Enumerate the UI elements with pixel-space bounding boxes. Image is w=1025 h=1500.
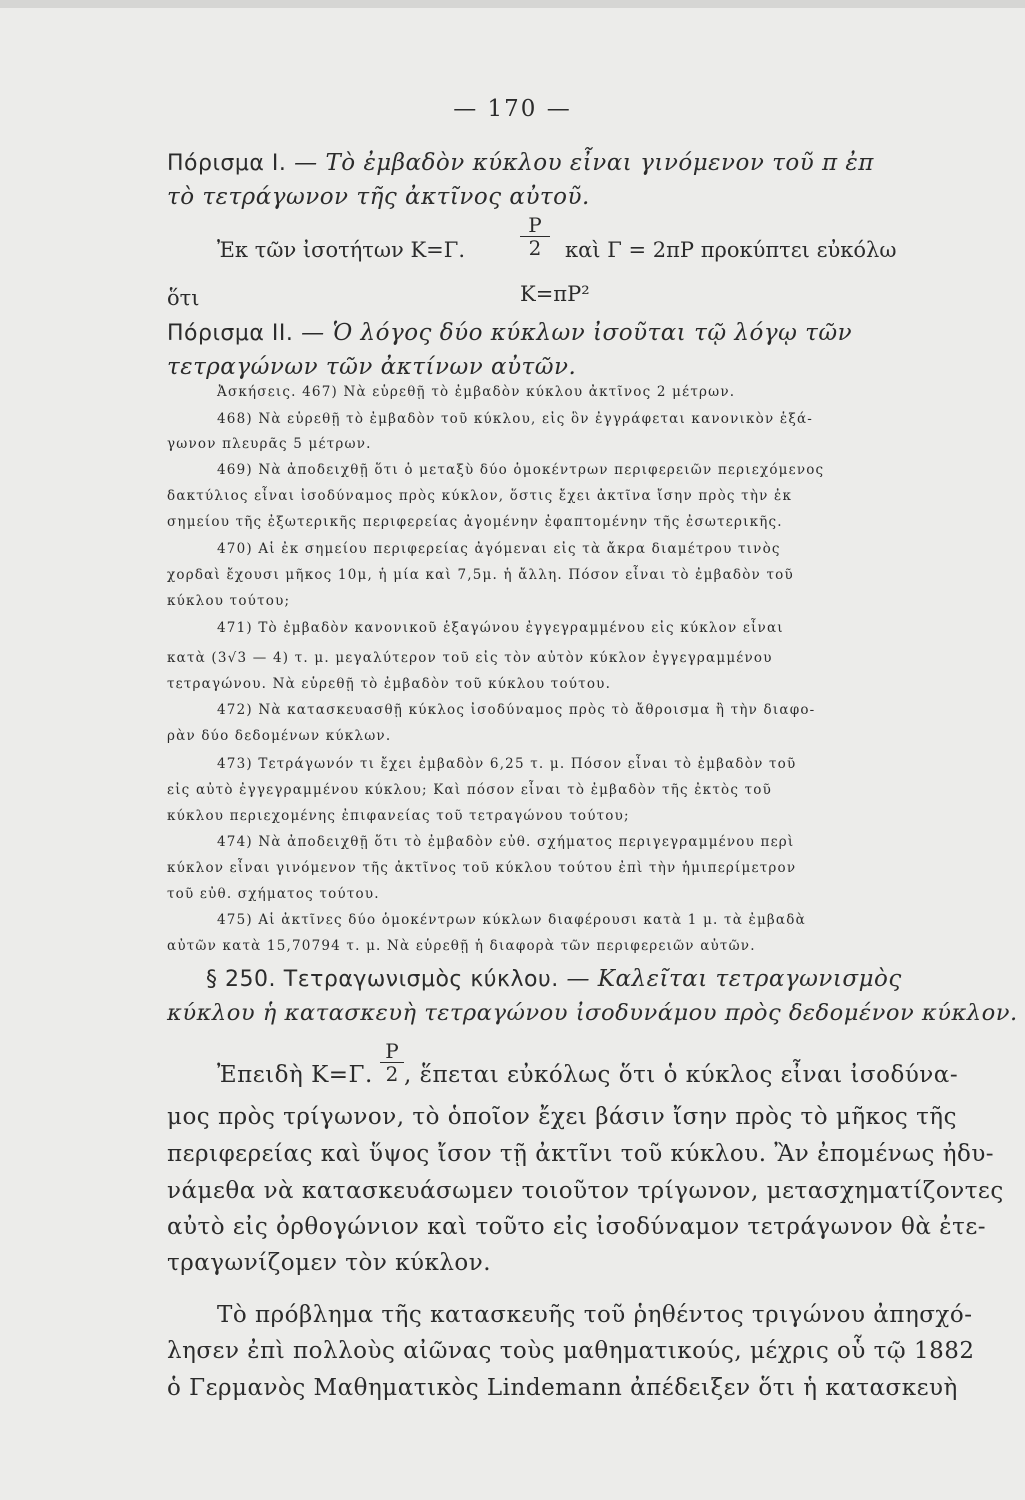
porisma-2-text-1: — Ὁ λόγος δύο κύκλων ἰσοῦται τῷ λόγῳ τῶν	[301, 320, 853, 346]
exercise-line: κύκλον εἶναι γινόμενον τῆς ἀκτῖνος τοῦ κύκλου τούτου ἐπὶ τὴν ἡμιπερίμετρον	[167, 860, 797, 876]
body-line: λησεν ἐπὶ πολλοὺς αἰῶνας τοὺς μαθηματικούς, μέχρις οὗ τῷ 1882	[167, 1338, 975, 1364]
porisma-2-text-2: τετραγώνων τῶν ἀκτίνων αὐτῶν.	[167, 354, 577, 380]
exercise-line: 474) Νὰ ἀποδειχθῇ ὅτι τὸ ἐμβαδὸν εὐθ. σχήματος περιγεγραμμένου περὶ	[217, 834, 795, 850]
porisma-2-label: Πόρισμα II.	[167, 321, 294, 346]
porisma-1-text-2: τὸ τετράγωνον τῆς ἀκτῖνος αὐτοῦ.	[167, 184, 590, 210]
section-title: Τετραγωνισμὸς κύκλου.	[283, 967, 559, 992]
body-line: νάμεθα νὰ κατασκευάσωμεν τοιοῦτον τρίγωνον, μετασχηματίζοντες	[167, 1178, 1004, 1204]
porisma-2-line-1	[167, 320, 852, 346]
fraction-numerator: Ρ	[528, 213, 542, 237]
fraction-denominator: 2	[380, 1062, 404, 1085]
formula-1-fraction	[520, 214, 550, 259]
section-number: § 250.	[206, 967, 276, 992]
exercise-line: σημείου τῆς ἐξωτερικῆς περιφερείας ἀγομένην ἐφαπτομένην τῆς ἐσωτερικῆς.	[167, 514, 783, 530]
exercise-line: κύκλου περιεχομένης ἐπιφανείας τοῦ τετραγώνου τούτου;	[167, 808, 630, 824]
body-line: Τὸ πρόβλημα τῆς κατασκευῆς τοῦ ῥηθέντος τριγώνου ἀπησχό-	[217, 1302, 973, 1328]
exercise-line: 471) Τὸ ἐμβαδὸν κανονικοῦ ἑξαγώνου ἐγγεγραμμένου εἰς κύκλον εἶναι	[217, 620, 784, 636]
exercise-line: εἰς αὐτὸ ἐγγεγραμμένου κύκλου; Καὶ πόσον εἶναι τὸ ἐμβαδὸν τῆς ἐκτὸς τοῦ	[167, 782, 772, 798]
exercise-line: Ἀσκήσεις. 467) Νὰ εὑρεθῇ τὸ ἐμβαδὸν κύκλου ἀκτῖνος 2 μέτρων.	[217, 384, 736, 400]
exercise-line: δακτύλιος εἶναι ἰσοδύναμος πρὸς κύκλον, ὅστις ἔχει ἀκτῖνα ἴσην πρὸς τὴν ἐκ	[167, 488, 793, 504]
section-definition-2: κύκλου ἡ κατασκευὴ τετραγώνου ἰσοδυνάμου πρὸς δεδομένον κύκλον.	[167, 1000, 1018, 1026]
exercise-line: 475) Αἱ ἀκτῖνες δύο ὁμοκέντρων κύκλων διαφέρουσι κατὰ 1 μ. τὰ ἐμβαδὰ	[217, 912, 806, 928]
exercise-line: τετραγώνου. Νὰ εὑρεθῇ τὸ ἐμβαδὸν τοῦ κύκλου τούτου.	[167, 676, 612, 692]
exercise-line: 469) Νὰ ἀποδειχθῇ ὅτι ὁ μεταξὺ δύο ὁμοκέντρων περιφερειῶν περιεχόμενος	[217, 462, 825, 478]
formula-1-prefix: Ἐκ τῶν ἰσοτήτων Κ=Γ.	[217, 238, 466, 262]
top-edge	[0, 0, 1025, 8]
section-definition-1: — Καλεῖται τετραγωνισμὸς	[566, 966, 902, 992]
body-line: ὁ Γερμανὸς Μαθηματικὸς Lindemann ἀπέδειξεν ὅτι ἡ κατασκευὴ	[167, 1375, 958, 1401]
formula-2-prefix: Ἐπειδὴ Κ=Γ.	[217, 1062, 373, 1088]
formula-2-fraction	[380, 1040, 404, 1085]
body-line: μος πρὸς τρίγωνον, τὸ ὁποῖον ἔχει βάσιν ἴσην πρὸς τὸ μῆκος τῆς	[167, 1104, 957, 1130]
formula-2-suffix: , ἕπεται εὐκόλως ὅτι ὁ κύκλος εἶναι ἰσοδύνα-	[404, 1062, 959, 1088]
page-number: — 170 —	[453, 96, 572, 122]
exercise-line: 470) Αἱ ἐκ σημείου περιφερείας ἀγόμεναι εἰς τὰ ἄκρα διαμέτρου τινὸς	[217, 541, 781, 557]
formula-1-oti: ὅτι	[167, 286, 200, 310]
exercise-line: χορδαὶ ἔχουσι μῆκος 10μ, ἡ μία καὶ 7,5μ. ἡ ἄλλη. Πόσον εἶναι τὸ ἐμβαδὸν τοῦ	[167, 567, 794, 583]
body-line: αὐτὸ εἰς ὀρθογώνιον καὶ τοῦτο εἰς ἰσοδύναμον τετράγωνον θὰ ἐτε-	[167, 1214, 987, 1240]
formula-1-suffix: καὶ Γ = 2πΡ προκύπτει εὐκόλω	[565, 238, 897, 262]
body-line: τραγωνίζομεν τὸν κύκλον.	[167, 1250, 492, 1276]
exercise-line: αὐτῶν κατὰ 15,70794 τ. μ. Νὰ εὑρεθῇ ἡ διαφορὰ τῶν περιφερειῶν αὐτῶν.	[167, 938, 756, 954]
exercise-line: κύκλου τούτου;	[167, 593, 291, 609]
fraction-numerator: Ρ	[385, 1039, 399, 1063]
exercise-line: κατὰ (3√3 — 4) τ. μ. μεγαλύτερον τοῦ εἰς τὸν αὐτὸν κύκλον ἐγγεγραμμένου	[167, 650, 773, 666]
formula-1-result: Κ=πΡ²	[520, 282, 590, 306]
porisma-1-text-1: — Τὸ ἐμβαδὸν κύκλου εἶναι γινόμενον τοῦ π ἐπ	[294, 150, 874, 176]
fraction-denominator: 2	[520, 236, 550, 259]
exercise-line: 468) Νὰ εὑρεθῇ τὸ ἐμβαδὸν τοῦ κύκλου, εἰς ὃν ἐγγράφεται κανονικὸν ἑξά-	[217, 411, 814, 427]
section-heading-line	[206, 966, 902, 992]
exercise-line: γωνον πλευρᾶς 5 μέτρων.	[167, 436, 372, 452]
exercise-line: ρὰν δύο δεδομένων κύκλων.	[167, 728, 392, 744]
porisma-1-label: Πόρισμα I.	[167, 151, 287, 176]
exercise-line: 473) Τετράγωνόν τι ἔχει ἐμβαδὸν 6,25 τ. μ. Πόσον εἶναι τὸ ἐμβαδὸν τοῦ	[217, 756, 797, 772]
body-line: περιφερείας καὶ ὕψος ἴσον τῇ ἀκτῖνι τοῦ κύκλου. Ἂν ἐπομένως ἠδυ-	[167, 1141, 995, 1167]
exercise-line: 472) Νὰ κατασκευασθῇ κύκλος ἰσοδύναμος πρὸς τὸ ἄθροισμα ἢ τὴν διαφο-	[217, 702, 816, 718]
exercise-line: τοῦ εὐθ. σχήματος τούτου.	[167, 886, 380, 902]
porisma-1-line-1	[167, 150, 874, 176]
